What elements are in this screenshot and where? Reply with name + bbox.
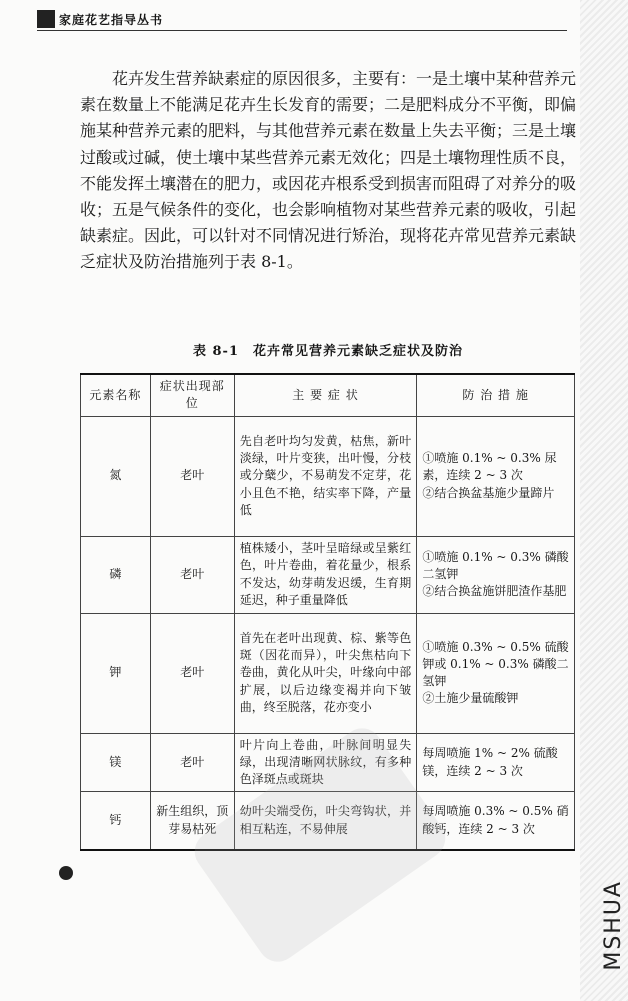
- symptoms-cell: 幼叶尖端受伤，叶尖弯钩状，并相互粘连，不易伸展: [234, 792, 417, 850]
- table-row-potassium: [81, 613, 575, 733]
- header-element: 元素名称: [81, 374, 151, 416]
- symptoms-cell: 先自老叶均匀发黄，枯焦，新叶淡绿，叶片变狭，出叶慢，分枝或分蘖少，不易萌发不定芽，花小且色不艳，结实率下降，产量低: [234, 416, 417, 536]
- treatment-line-2: ②结合换盆施饼肥渣作基肥: [422, 584, 567, 599]
- series-title: 家庭花艺指导丛书: [59, 12, 164, 27]
- header-symptoms: 主 要 症 状: [234, 374, 417, 416]
- treatment-line-1: ①喷施 0.1% ~ 0.3% 尿素，连续 2 ~ 3 次: [422, 451, 557, 483]
- part-cell: 新生组织，顶芽易枯死: [150, 792, 234, 850]
- element-cell: 镁: [81, 733, 151, 792]
- running-header: [37, 9, 163, 29]
- part-cell: 老叶: [150, 416, 234, 536]
- header-block-mark: [37, 10, 55, 28]
- symptoms-cell: 首先在老叶出现黄、棕、紫等色斑（因花而异），叶尖焦枯向下卷曲，黄化从叶尖，叶缘向中部扩展，以后边缘变褐并向下皱曲，终至脱落，花亦变小: [234, 613, 417, 733]
- treatment-line-1: ①喷施 0.3% ~ 0.5% 硫酸钾或 0.1% ~ 0.3% 磷酸二氢钾: [422, 639, 569, 689]
- side-watermark-text: MSHUA: [601, 880, 626, 971]
- body-paragraph: 花卉发生营养缺素症的原因很多，主要有：一是土壤中某种营养元素在数量上不能满足花卉生长发育的需要；二是肥料成分不平衡，即偏施某种营养元素的肥料，与其他营养元素在数量上失去平衡；三是土壤过酸或过碱，使土壤中某些营养元素无效化；四是土壤物理性质不良，不能发挥土壤潜在的肥力，或因花卉根系受到损害而阻碍了对养分的吸收；五是气候条件的变化，也会影响植物对某些营养元素的吸收，引起缺素症。因此，可以针对不同情况进行矫治，现将花卉常见营养元素缺乏症状及防治措施列于表 8-1。: [80, 69, 577, 272]
- treatment-cell: [417, 416, 575, 536]
- header-treatment: 防 治 措 施: [417, 374, 575, 416]
- element-cell: 氮: [81, 416, 151, 536]
- treatment-line-2: ②结合换盆基施少量蹄片: [422, 485, 555, 500]
- element-cell: 钾: [81, 613, 151, 733]
- symptoms-cell: 植株矮小，茎叶呈暗绿或呈紫红色，叶片卷曲，着花量少，根系不发达，幼芽萌发迟缓，生育期延迟，种子重量降低: [234, 536, 417, 613]
- part-cell: 老叶: [150, 613, 234, 733]
- table-title: 表 8-1 花卉常见营养元素缺乏症状及防治: [192, 344, 463, 359]
- part-cell: 老叶: [150, 733, 234, 792]
- treatment-line-1: 每周喷施 0.3% ~ 0.5% 硝酸钙，连续 2 ~ 3 次: [422, 804, 569, 836]
- header-rule: [37, 30, 567, 31]
- symptoms-cell: 叶片向上卷曲，叶脉间明显失绿，出现清晰网状脉纹，有多种色泽斑点或斑块: [234, 733, 417, 792]
- treatment-line-1: 每周喷施 1% ~ 2% 硫酸镁，连续 2 ~ 3 次: [422, 746, 558, 778]
- treatment-cell: [417, 536, 575, 613]
- part-cell: 老叶: [150, 536, 234, 613]
- element-cell: 磷: [81, 536, 151, 613]
- table-row-phosphorus: [81, 536, 575, 613]
- table-row-nitrogen: [81, 416, 575, 536]
- treatment-line-2: ②土施少量硫酸钾: [422, 691, 519, 706]
- table-header-row: [81, 374, 575, 416]
- header-part: 症状出现部位: [150, 374, 234, 416]
- treatment-line-1: ①喷施 0.1% ~ 0.3% 磷酸二氢钾: [422, 549, 569, 581]
- element-cell: 钙: [81, 792, 151, 850]
- page-edge-speckle: [580, 0, 628, 1001]
- treatment-cell: [417, 733, 575, 792]
- page-corner-dot: [59, 866, 73, 880]
- treatment-cell: [417, 613, 575, 733]
